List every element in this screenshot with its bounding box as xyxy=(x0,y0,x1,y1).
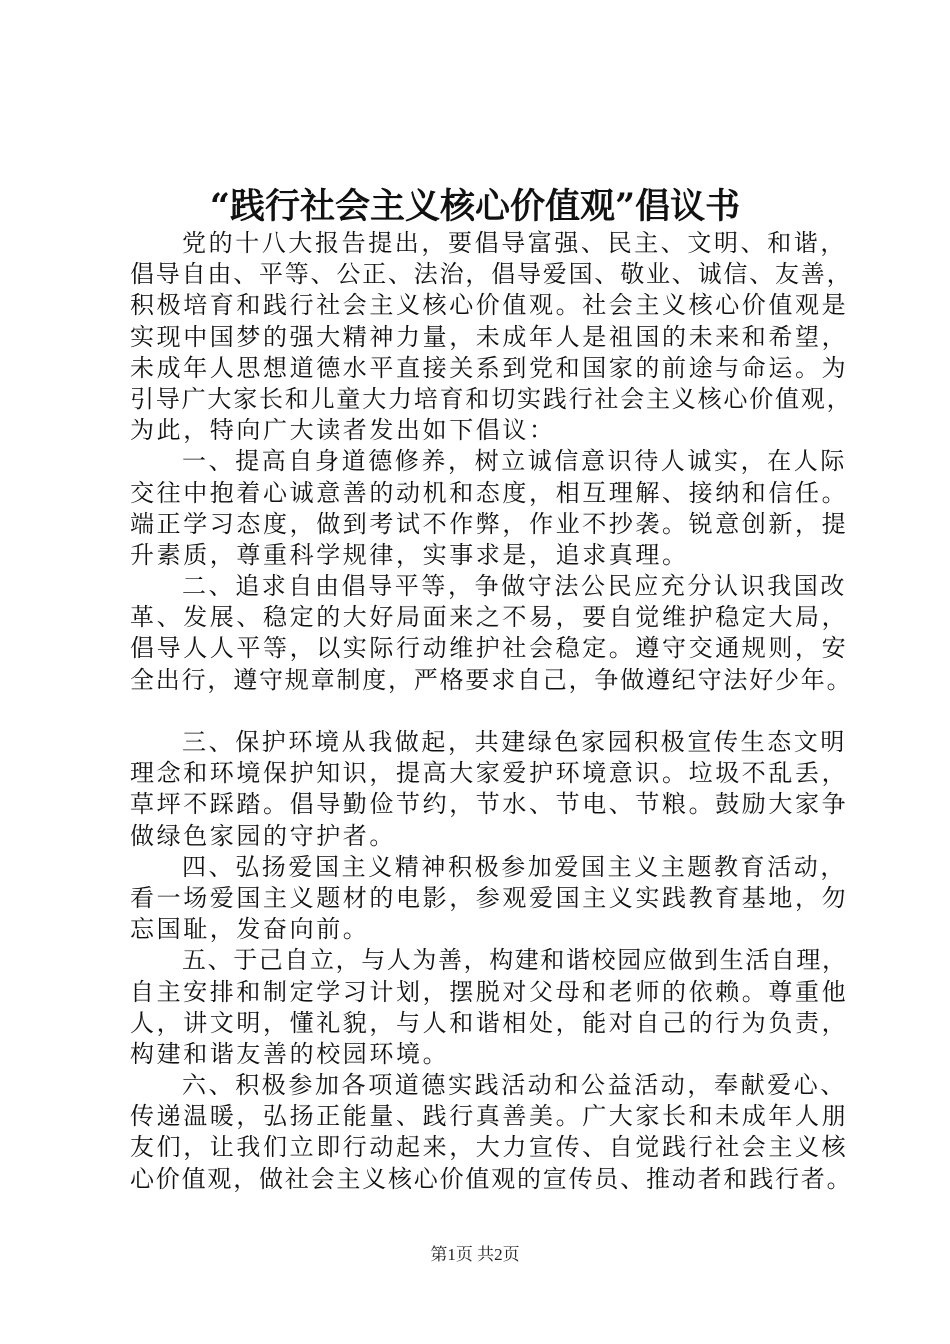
paragraph-line: 未成年人思想道德水平直接关系到党和国家的前途与命运。为 xyxy=(130,353,849,382)
paragraph-line: 草坪不踩踏。倡导勤俭节约，节水、节电、节粮。鼓励大家争 xyxy=(130,790,849,819)
document-body xyxy=(130,228,853,1195)
paragraph-line: 自主安排和制定学习计划，摆脱对父母和老师的依赖。尊重他 xyxy=(130,977,849,1006)
paragraph-line: 做绿色家园的守护者。 xyxy=(130,821,396,850)
paragraph-line: 全出行，遵守规章制度，严格要求自己，争做遵纪守法好少年。 xyxy=(130,665,853,694)
paragraph-first-line: 三、保护环境从我做起，共建绿色家园积极宣传生态文明 xyxy=(182,728,847,756)
paragraph-line: 友们，让我们立即行动起来，大力宣传、自觉践行社会主义核 xyxy=(130,1133,849,1162)
paragraph-line: 升素质，尊重科学规律，实事求是，追求真理。 xyxy=(130,540,689,569)
paragraph-line: 倡导自由、平等、公正、法治，倡导爱国、敬业、诚信、友善， xyxy=(130,260,853,289)
paragraph-line: 心价值观，做社会主义核心价值观的宣传员、推动者和践行者。 xyxy=(130,1164,853,1193)
paragraph-line: 人，讲文明，懂礼貌，与人和谐相处，能对自己的行为负责， xyxy=(130,1008,849,1037)
paragraph-line: 看一场爱国主义题材的电影，参观爱国主义实践教育基地，勿 xyxy=(130,883,849,912)
paragraph-first-line: 二、追求自由倡导平等，争做守法公民应充分认识我国改 xyxy=(182,572,847,601)
paragraph-line: 革、发展、稳定的大好局面来之不易，要自觉维护稳定大局， xyxy=(130,603,849,632)
paragraph-line: 实现中国梦的强大精神力量，未成年人是祖国的未来和希望， xyxy=(130,322,849,351)
document-title: “践行社会主义核心价值观”倡议书 xyxy=(209,186,741,227)
paragraph-first-line: 六、积极参加各项道德实践活动和公益活动，奉献爱心、 xyxy=(182,1071,847,1100)
paragraph-line: 为此，特向广大读者发出如下倡议： xyxy=(130,416,556,445)
paragraph-line: 忘国耻，发奋向前。 xyxy=(130,915,370,944)
paragraph-first-line: 五、于己自立，与人为善，构建和谐校园应做到生活自理， xyxy=(182,946,848,975)
paragraph-line: 交往中抱着心诚意善的动机和态度，相互理解、接纳和信任。 xyxy=(130,478,849,507)
paragraph-line: 端正学习态度，做到考试不作弊，作业不抄袭。锐意创新，提 xyxy=(130,509,849,538)
paragraph-line: 倡导人人平等，以实际行动维护社会稳定。遵守交通规则，安 xyxy=(130,634,849,663)
paragraph-first-line: 四、弘扬爱国主义精神积极参加爱国主义主题教育活动， xyxy=(182,852,847,881)
paragraph-line: 构建和谐友善的校园环境。 xyxy=(130,1039,450,1068)
paragraph-line: 引导广大家长和儿童大力培育和切实践行社会主义核心价值观， xyxy=(130,384,853,413)
blank-line xyxy=(130,696,850,727)
page-footer: 第1页 共2页 xyxy=(430,1245,520,1264)
paragraph-line: 传递温暖，弘扬正能量、践行真善美。广大家长和未成年人朋 xyxy=(130,1102,849,1131)
paragraph-line: 积极培育和践行社会主义核心价值观。社会主义核心价值观是 xyxy=(130,291,849,320)
paragraph-first-line: 一、提高自身道德修养，树立诚信意识待人诚实，在人际 xyxy=(182,447,847,476)
paragraph-first-line: 党的十八大报告提出，要倡导富强、民主、文明、和谐， xyxy=(182,229,847,257)
paragraph-line: 理念和环境保护知识，提高大家爱护环境意识。垃圾不乱丢， xyxy=(130,759,849,788)
